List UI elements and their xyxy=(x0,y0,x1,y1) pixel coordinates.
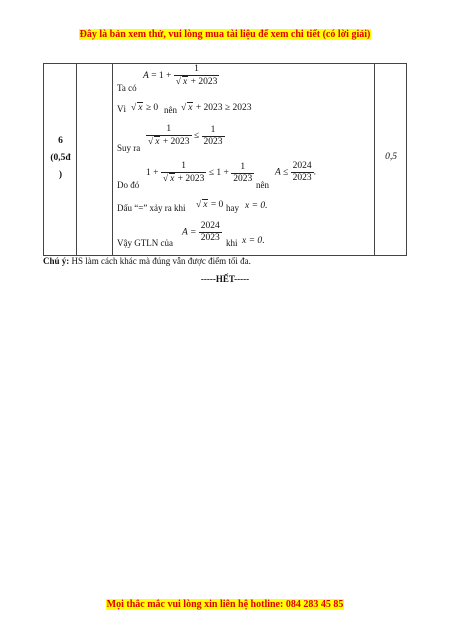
score-value: 0,5 xyxy=(385,152,397,162)
question-number-cell xyxy=(44,133,77,184)
solution-line3-formula: $\frac{1}{√ x + 2023}$ ≤ $\frac{1}{2023}$ xyxy=(148,124,223,147)
fraction: $\frac{2024}{2023}$ xyxy=(292,161,312,183)
question-points: (0,5đ xyxy=(50,153,71,163)
solution-line5-prefix: Dấu “=” xảy ra khi xyxy=(117,203,186,213)
solution-line5-rhs: x = 0. xyxy=(245,201,268,211)
fraction: $\frac{1}{√ x + 2023}$ xyxy=(148,124,190,147)
solution-line1-formula: A = 1 + $\frac{1}{√ x + 2023}$ xyxy=(143,64,218,87)
hotline-text: Mọi thắc mắc vui lòng xin liên hệ hotline: 084 283 45 85 xyxy=(106,599,344,610)
preview-notice-text: Đây là bản xem thử, vui lòng mua tài liệu để xem chi tiết (có lời giải) xyxy=(79,29,371,40)
solution-line6-formula: A = $\frac{2024}{2023}$ xyxy=(182,221,220,243)
fraction: $\frac{2024}{2023}$ xyxy=(200,221,220,243)
solution-line3-prefix: Suy ra xyxy=(117,143,141,153)
solution-line6-rhs: x = 0. xyxy=(242,236,265,246)
solution-line4-prefix: Do đó xyxy=(117,180,140,190)
solution-line5-mid: hay xyxy=(226,203,239,213)
solution-line2-prefix: Vì xyxy=(117,104,126,114)
solution-line6-prefix: Vậy GTLN của xyxy=(117,238,173,248)
solution-line4-rhs: A ≤ $\frac{2024}{2023}$ . xyxy=(275,161,316,183)
hotline-banner xyxy=(0,599,450,610)
footer-note xyxy=(43,256,251,266)
fraction: $\frac{1}{2023}$ xyxy=(233,161,253,184)
end-mark: -----HẾT----- xyxy=(200,274,250,284)
footer-note-text: HS làm cách khác mà đúng vẫn được điểm tối đa. xyxy=(69,256,251,266)
solution-line2-formula: √ x ≥ 0 xyxy=(131,103,159,113)
question-points-close: ) xyxy=(58,170,63,180)
fraction: $\frac{1}{2023}$ xyxy=(203,124,223,147)
fraction: $\frac{1}{√ x + 2023}$ xyxy=(162,161,205,184)
solution-line4-mid: nên xyxy=(256,180,269,190)
solution-line4-formula: 1 + $\frac{1}{√ x + 2023}$ ≤ 1 + $\frac{1}{2023}$ xyxy=(146,161,253,184)
preview-notice-banner xyxy=(0,29,450,40)
footer-note-label: Chú ý: xyxy=(43,256,70,266)
table-border xyxy=(43,63,407,64)
table-border xyxy=(112,63,113,256)
question-number: 6 xyxy=(58,136,63,146)
solution-line2-rhs: √ x + 2023 ≥ 2023 xyxy=(181,103,252,113)
fraction: $\frac{1}{√ x + 2023}$ xyxy=(175,64,218,87)
solution-line2-mid: nên xyxy=(164,105,177,115)
answer-table xyxy=(43,63,407,256)
solution-line6-mid: khi xyxy=(226,238,238,248)
solution-line5-formula: √ x = 0 xyxy=(196,200,224,210)
solution-line1-prefix: Ta có xyxy=(117,83,137,93)
